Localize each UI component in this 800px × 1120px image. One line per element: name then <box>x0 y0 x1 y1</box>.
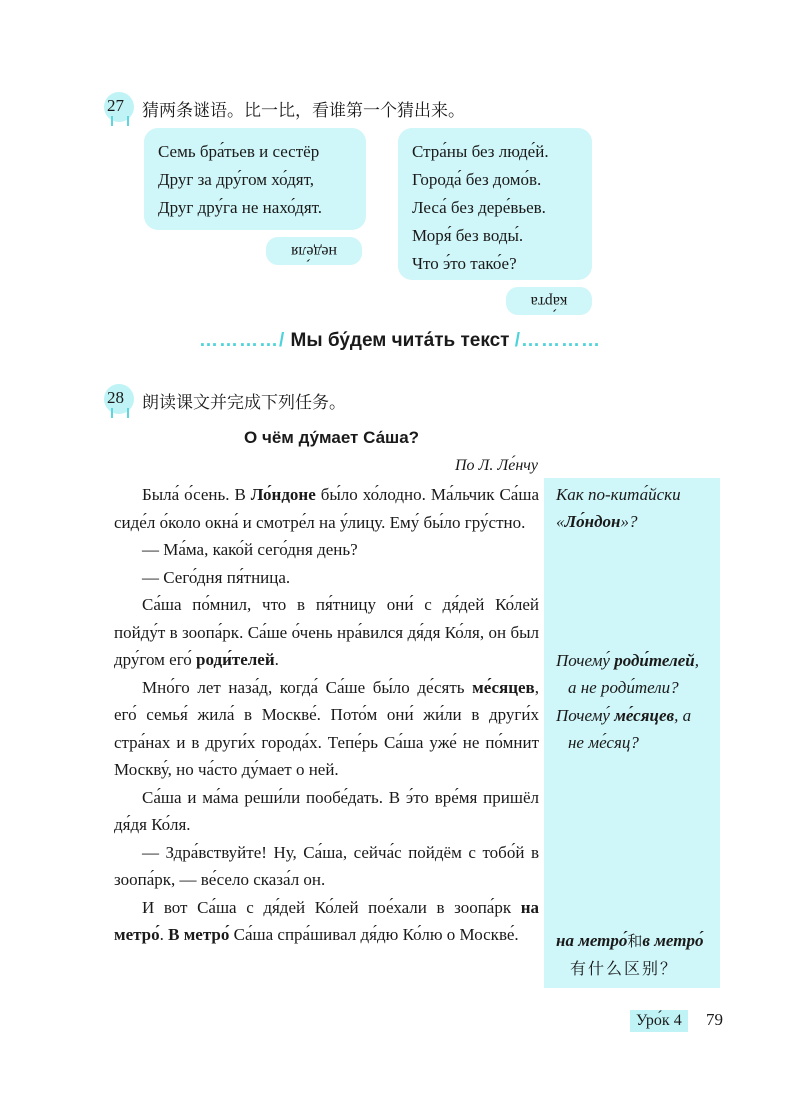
margin-note-3: Почему́ ме́сяцев, а не ме́сяц? <box>556 706 692 752</box>
exercise-number: 28 <box>107 388 124 407</box>
exercise-27-task: 猜两条谜语。比一比，看谁第一个猜出来。 <box>142 101 465 121</box>
riddle-2-answer: ка́рта <box>506 287 592 315</box>
paragraph: — Ма́ма, како́й сего́дня день? <box>142 540 358 559</box>
riddle-2-line: Что э́то тако́е? <box>412 254 517 273</box>
note-bold-word: в метро́ <box>642 931 704 950</box>
paragraph: Мно́го лет наза́д, когда́ Са́ше бы́ло де́сять ме́сяцев, его́ семья́ жила́ в Москве́. Пото́м они́ жи́ли в други́х стра́нах и в други́х города́х. Тепе́рь Са́ша уже́ не по́мнит Москву́, но ча́сто ду́мает о ней. <box>114 677 539 779</box>
note-bold-word: ме́сяцев <box>614 706 675 725</box>
riddle-2-line: Стра́ны без люде́й. <box>412 142 549 161</box>
section-title: Мы бу́дем чита́ть текст <box>290 330 510 351</box>
riddle-2-line: Моря́ без воды́. <box>412 226 524 245</box>
bold-word: ме́сяцев <box>472 677 535 697</box>
paragraph: Са́ша и ма́ма реши́ли пообе́дать. В э́то вре́мя пришёл дя́дя Ко́ля. <box>114 787 539 834</box>
text-title: О чём ду́мает Са́ша? <box>244 428 420 447</box>
paragraph: Са́ша по́мнил, что в пя́тницу они́ с дя́дей Ко́лей пойду́т в зоопа́рк. Са́ше о́чень нра́вился дя́дя Ко́ля, он был дру́гом его́ роди́телей. <box>114 595 539 669</box>
paragraph: Была́ о́сень. В Ло́ндоне бы́ло хо́лодно. Ма́льчик Са́ша сиде́л о́коло окна́ и смотре́л на у́лицу. Ему́ бы́ло гру́стно. <box>114 485 539 532</box>
dots-right: /………… <box>514 330 602 351</box>
margin-note-4: на метро́和в метро́ 有什么区别？ <box>556 931 704 978</box>
riddle-2-line: Леса́ без дере́вьев. <box>412 198 546 217</box>
riddle-1 <box>144 128 366 230</box>
page-number: 79 <box>706 1010 723 1029</box>
note-bold-word: роди́телей <box>614 651 695 670</box>
riddle-1-line: Семь бра́тьев и сестёр <box>158 142 320 161</box>
reading-text <box>114 481 539 949</box>
riddle-1-answer: неде́ля <box>266 237 362 265</box>
exercise-number: 27 <box>107 96 124 115</box>
section-heading <box>0 330 800 352</box>
lesson-label: Уро́к 4 <box>630 1010 688 1032</box>
exercise-28-task: 朗读课文并完成下列任务。 <box>142 393 346 413</box>
margin-note-2: Почему́ роди́телей, а не роди́тели? <box>556 651 699 697</box>
paragraph: — Сего́дня пя́тница. <box>142 567 291 587</box>
riddle-2 <box>398 128 592 280</box>
exercise-27-badge <box>104 92 138 126</box>
bold-word: Ло́ндоне <box>250 485 316 504</box>
bold-word: В метро́ <box>168 925 230 944</box>
paragraph: И вот Са́ша с дя́дей Ко́лей пое́хали в зоопа́рк на метро́. В метро́ Са́ша спра́шивал дя́дю Ко́лю о Москве́. <box>114 897 539 944</box>
riddle-2-line: Города́ без домо́в. <box>412 170 542 189</box>
bold-word: на метро́ <box>114 897 539 944</box>
bold-word: роди́телей <box>196 650 275 669</box>
dots-left: …………/ <box>198 330 286 351</box>
text-author: По Л. Ле́нчу <box>455 457 538 474</box>
riddle-1-line: Друг дру́га не нахо́дят. <box>158 198 323 217</box>
exercise-28-badge <box>104 384 138 418</box>
note-bold-word: на метро́ <box>556 931 628 950</box>
note-bold-word: Ло́ндон <box>564 512 621 531</box>
riddle-1-line: Друг за дру́гом хо́дят, <box>158 170 314 189</box>
margin-note-1: Как по-кита́йски «Ло́ндон»? <box>556 485 681 531</box>
paragraph: — Здра́вствуйте! Ну, Са́ша, сейча́с пойдём с тобо́й в зоопа́рк, — ве́село сказа́л он. <box>114 842 539 889</box>
